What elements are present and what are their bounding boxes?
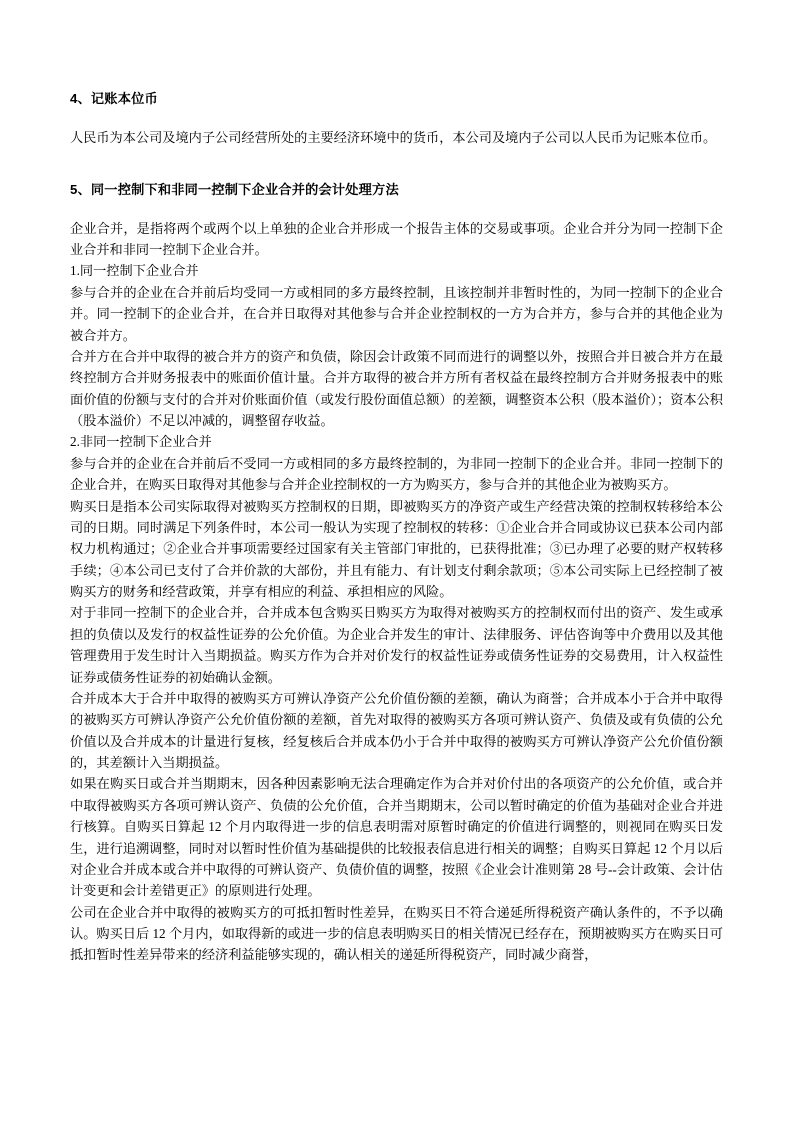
paragraph-4-1: 人民币为本公司及境内子公司经营所处的主要经济环境中的货币，本公司及境内子公司以人民币为记账本位币。 [70, 130, 717, 146]
document-body [70, 88, 723, 966]
paragraph-5-9: 合并成本大于合并中取得的被购买方可辨认净资产公允价值份额的差额，确认为商誉；合并成本小于合并中取得的被购买方可辨认净资产公允价值份额的差额，首先对取得的被购买方各项可辨认资产、负债及或有负债的公允价值以及合并成本的计量进行复核，经复核后合并成本仍小于合并中取得的被购买方可辨认净资产公允价值份额的，其差额计入当期损益。 [70, 690, 723, 770]
paragraph-5-1: 企业合并，是指将两个或两个以上单独的企业合并形成一个报告主体的交易或事项。企业合并分为同一控制下企业合并和非同一控制下企业合并。 [70, 220, 723, 257]
paragraph-5-8: 对于非同一控制下的企业合并，合并成本包含购买日购买方为取得对被购买方的控制权而付出的资产、发生或承担的负债以及发行的权益性证券的公允价值。为企业合并发生的审计、法律服务、评估咨询等中介费用以及其他管理费用于发生时计入当期损益。购买方作为合并对价发行的权益性证券或债务性证券的交易费用，计入权益性证券或债务性证券的初始确认金额。 [70, 605, 723, 685]
paragraph-5-4: 合并方在合并中取得的被合并方的资产和负债，除因会计政策不同而进行的调整以外，按照合并日被合并方在最终控制方合并财务报表中的账面价值计量。合并方取得的被合并方所有者权益在最终控制方合并财务报表中的账面价值的份额与支付的合并对价账面价值（或发行股份面值总额）的差额，调整资本公积（股本溢价）；资本公积（股本溢价）不足以冲减的，调整留存收益。 [70, 348, 723, 428]
paragraph-5-3: 参与合并的企业在合并前后均受同一方或相同的多方最终控制，且该控制并非暂时性的，为同一控制下的企业合并。同一控制下的企业合并，在合并日取得对其他参与合并企业控制权的一方为合并方，参与合并的其他企业为被合并方。 [70, 284, 723, 343]
section-heading-5: 5、同一控制下和非同一控制下企业合并的会计处理方法 [70, 181, 399, 197]
paragraph-5-11: 公司在企业合并中取得的被购买方的可抵扣暂时性差异，在购买日不符合递延所得税资产确认条件的，不予以确认。购买日后 12 个月内，如取得新的或进一步的信息表明购买日的相关情况已经存在，预期被购买方在购买日可抵扣暂时性差异带来的经济利益能够实现的，确认相关的递延所得税资产，同时减少商誉， [70, 904, 723, 963]
paragraph-5-5: 2.非同一控制下企业合并 [70, 434, 212, 450]
paragraph-5-7: 购买日是指本公司实际取得对被购买方控制权的日期，即被购买方的净资产或生产经营决策的控制权转移给本公司的日期。同时满足下列条件时，本公司一般认为实现了控制权的转移：①企业合并合同或协议已获本公司内部权力机构通过；②企业合并事项需要经过国家有关主管部门审批的，已获得批准；③已办理了必要的财产权转移手续；④本公司已支付了合并价款的大部份，并且有能力、有计划支付剩余款项；⑤本公司实际上已经控制了被购买方的财务和经营政策，并享有相应的利益、承担相应的风险。 [70, 498, 723, 599]
spacer [70, 200, 723, 218]
paragraph-5-2: 1.同一控制下企业合并 [70, 263, 199, 279]
paragraph-5-10: 如果在购买日或合并当期期末，因各种因素影响无法合理确定作为合并对价付出的各项资产的公允价值，或合并中取得被购买方各项可辨认资产、负债的公允价值，合并当期期末，公司以暂时确定的价值为基础对企业合并进行核算。自购买日算起 12 个月内取得进一步的信息表明需对原暂时确定的价值进行调整的，则视同在购买日发生，进行追溯调整，同时对以暂时性价值为基础提供的比较报表信息进行相关的调整；自购买日算起 12 个月以后对企业合并成本或合并中取得的可辨认资产、负债价值的调整，按照《企业会计准则第 28 号--会计政策、会计估计变更和会计差错更正》的原则进行处理。 [70, 776, 723, 899]
spacer [70, 109, 723, 127]
section-heading-4: 4、记账本位币 [70, 91, 158, 106]
paragraph-5-6: 参与合并的企业在合并前后不受同一方或相同的多方最终控制的，为非同一控制下的企业合并。非同一控制下的企业合并，在购买日取得对其他参与合并企业控制权的一方为购买方，参与合并的其他企业为被购买方。 [70, 455, 723, 493]
spacer [70, 149, 723, 179]
section-5-content [70, 218, 723, 966]
